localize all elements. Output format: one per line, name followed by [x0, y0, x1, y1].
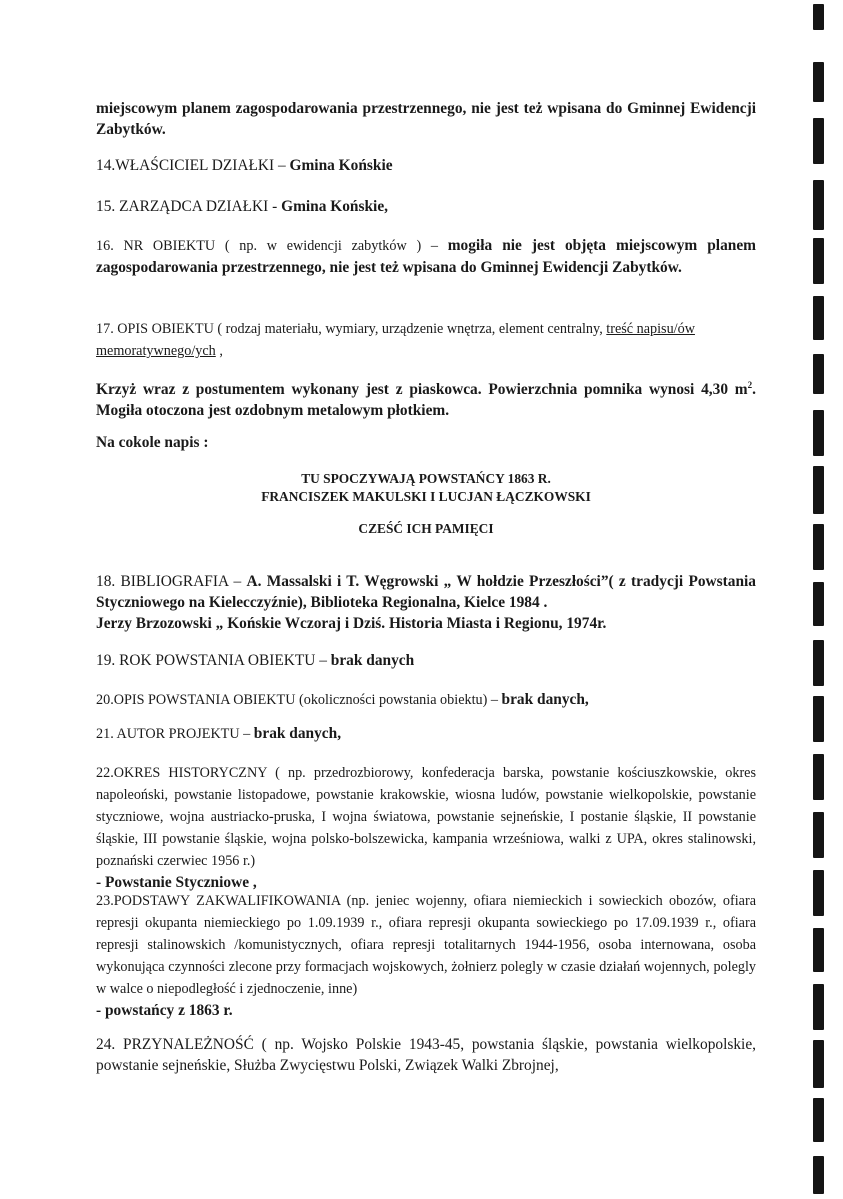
p19-year: 19. ROK POWSTANIA OBIEKTU – brak danych [96, 652, 415, 669]
inscription-intro: Na cokole napis : [96, 434, 209, 451]
inscription-line-3: CZEŚĆ ICH PAMIĘCI [358, 521, 494, 536]
binder-mark [813, 4, 824, 30]
binder-mark [813, 466, 824, 514]
p13-continuation: miejscowym planem zagospodarowania przestrzennego, nie jest też wpisana do Gminnej Ewidencji Zabytków. [96, 100, 756, 138]
p17-description-text: Krzyż wraz z postumentem wykonany jest z piaskowca. Powierzchnia pomnika wynosi 4,30 $m^2$. Mogiła otoczona jest ozdobnym metalowym płotkiem. [96, 380, 756, 420]
binder-mark [813, 238, 824, 284]
binder-mark [813, 928, 824, 972]
p22-historical-period: 22.OKRES HISTORYCZNY ( np. przedrozbiorowy, konfederacja barska, powstanie kościuszkowskie, okres napoleoński, powstanie listopadowe, powstanie krakowskie, wiosna ludów, powstanie wielkopolskie, powstanie styczniowe, wojna austriacko-pruska, I wojna światowa, powstanie sejneńskie, I postanie śląskie, II powstanie śląskie, III powstanie śląskie, wojna polsko-bolszewicka, kampania wrześniowa, walki z UPA, okres stalinowski, poznański czerwiec 1956 r.) - Powstanie Styczniowe , [96, 765, 756, 891]
binder-mark [813, 1156, 824, 1194]
p14-owner: 14.WŁAŚCICIEL DZIAŁKI – Gmina Końskie [96, 157, 393, 174]
binder-mark [813, 754, 824, 800]
binder-mark [813, 696, 824, 742]
p15-manager: 15. ZARZĄDCA DZIAŁKI - Gmina Końskie, [96, 198, 388, 215]
binder-mark [813, 582, 824, 626]
p18-bibliography: 18. BIBLIOGRAFIA – A. Massalski i T. Węgrowski „ W hołdzie Przeszłości”( z tradycji Powstania Styczniowego na Kielecczyźnie), Biblioteka Regionalna, Kielce 1984 . Jerzy Brzozowski „ Końskie Wczoraj i Dziś. Historia Miasta i Regionu, 1974r. [96, 573, 757, 632]
binder-mark [813, 1098, 824, 1142]
p16-object-number: 16. NR OBIEKTU ( np. w ewidencji zabytków ) – mogiła nie jest objęta miejscowym planem zagospodarowania przestrzennego, nie jest też wpisana do Gminnej Ewidencji Zabytków. [96, 237, 756, 276]
inscription [96, 470, 756, 538]
binder-mark [813, 524, 824, 570]
p21-author: 21. AUTOR PROJEKTU – brak danych, [96, 725, 342, 742]
inscription-line-1: TU SPOCZYWAJĄ POWSTAŃCY 1863 R. [301, 471, 551, 486]
binder-mark [813, 410, 824, 456]
binder-mark [813, 640, 824, 686]
inscription-line-2: FRANCISZEK MAKULSKI I LUCJAN ŁĄCZKOWSKI [261, 489, 591, 504]
binder-mark [813, 812, 824, 858]
binder-mark [813, 1040, 824, 1088]
binder-mark [813, 296, 824, 340]
binder-mark [813, 984, 824, 1030]
binder-mark [813, 354, 824, 394]
p23-qualification: 23.PODSTAWY ZAKWALIFIKOWANIA (np. jeniec wojenny, ofiara niemieckich i sowieckich obozów, ofiara represji okupanta niemieckiego po 1.09.1939 r., ofiara represji okupanta sowieckiego po 17.09.1939 r., ofiara represji stalinowskich /komunistycznych, ofiara represji totalitarnych 1944-1956, osoba internowana, osoba wykonująca czynności zlecone przy formacjach wojskowych, żołnierz polegly w czasie działań wojennych, polegly w walce o niepodległość i zjednoczenie, inne) - powstańcy z 1863 r. [96, 893, 756, 1019]
p17-object-description: 17. OPIS OBIEKTU ( rodzaj materiału, wymiary, urządzenie wnętrza, element centralny, treść napisu/ów memoratywnego/ych , [96, 321, 695, 359]
p24-affiliation: 24. PRZYNALEŻNOŚĆ ( np. Wojsko Polskie 1943-45, powstania śląskie, powstania wielkopolskie, powstanie sejneńskie, Służba Zwycięstwu Polski, Związek Walki Zbrojnej, [96, 1036, 756, 1074]
p20-origin: 20.OPIS POWSTANIA OBIEKTU (okoliczności powstania obiektu) – brak danych, [96, 691, 589, 708]
binder-mark [813, 870, 824, 916]
binder-mark [813, 62, 824, 102]
binder-mark [813, 118, 824, 164]
binder-mark [813, 180, 824, 230]
